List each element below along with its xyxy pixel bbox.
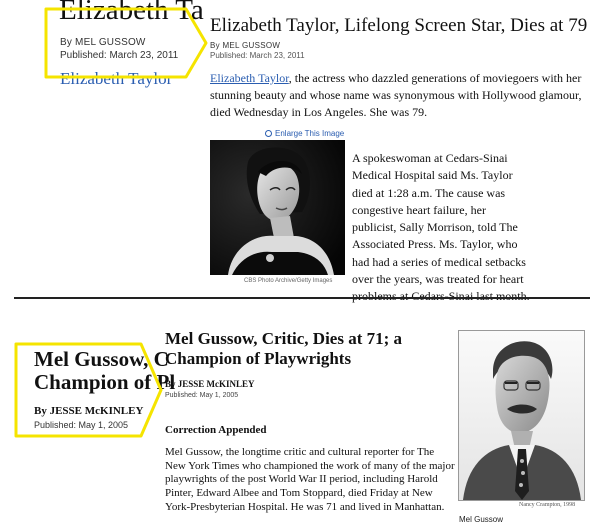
photo-credit-taylor: CBS Photo Archive/Getty Images — [244, 278, 333, 284]
elizabeth-taylor-link[interactable]: Elizabeth Taylor — [210, 71, 289, 85]
lead-text: , the actress who dazzled generations of moviegoers with her stunning beauty and whose name was synonymous with Hollywood glamour, died Wednesday in Los Angeles. She was 79. — [210, 71, 582, 119]
published-date-gussow: Published: May 1, 2005 — [165, 392, 239, 399]
byline-taylor: By MEL GUSSOW — [210, 41, 281, 50]
magnifier-icon — [265, 130, 272, 137]
byline-gussow: By JESSE McKINLEY — [165, 379, 255, 389]
headline-gussow: Mel Gussow, Critic, Dies at 71; a Champion of Playwrights — [165, 329, 403, 368]
zoom-inset-taylor — [44, 0, 208, 88]
zoom-inset-gussow — [14, 342, 176, 438]
photo-caption-gussow: Mel Gussow — [459, 515, 504, 524]
body-paragraph-gussow: Mel Gussow, the longtime critic and cultural reporter for The New York Times who championed the work of many of the major playwrights of the post World War II period, including Harold Pinter, Edward Albee and Tom Stoppard, died Friday at New York-Presbyterian Hospital. He was 71 and lived in Manhattan. — [165, 446, 455, 513]
portrait-illustration — [210, 140, 345, 275]
bottom-article-panel — [0, 299, 600, 531]
correction-appended-link[interactable]: Correction Appended — [165, 424, 267, 436]
published-date-taylor: Published: March 23, 2011 — [210, 51, 305, 60]
zoom-headline-line1: Mel Gussow, C — [34, 347, 169, 371]
headline-taylor: Elizabeth Taylor, Lifelong Screen Star, Dies at 79 — [210, 15, 588, 36]
photo-elizabeth-taylor[interactable] — [210, 140, 345, 275]
portrait-illustration — [459, 331, 584, 500]
body-paragraph-taylor: A spokeswoman at Cedars-Sinai Medical Hospital said Ms. Taylor died at 1:28 a.m. The cause was congestive heart failure, her publicist, Sally Morrison, told The Associated Press. Ms. Taylor, who had had a series of medical setbacks over the years, was treated for heart — [352, 151, 526, 287]
lead-paragraph-taylor — [210, 70, 590, 121]
enlarge-image-link[interactable] — [265, 129, 344, 138]
photo-mel-gussow[interactable] — [458, 330, 585, 501]
zoom-published-date: Published: March 23, 2011 — [60, 50, 179, 61]
zoom-byline: By JESSE McKINLEY — [34, 405, 144, 417]
photo-credit-gussow: Nancy Crampton, 1998 — [519, 502, 576, 508]
zoom-link-fragment[interactable]: Elizabeth Taylor — [60, 69, 173, 88]
zoom-byline: By MEL GUSSOW — [60, 37, 146, 48]
zoom-headline-fragment — [34, 348, 175, 394]
enlarge-label: Enlarge This Image — [275, 129, 345, 138]
zoom-published-date: Published: May 1, 2005 — [34, 420, 129, 430]
zoom-headline-fragment: Elizabeth Ta — [59, 0, 204, 26]
zoom-headline-line2: Champion of Pl — [34, 370, 176, 394]
